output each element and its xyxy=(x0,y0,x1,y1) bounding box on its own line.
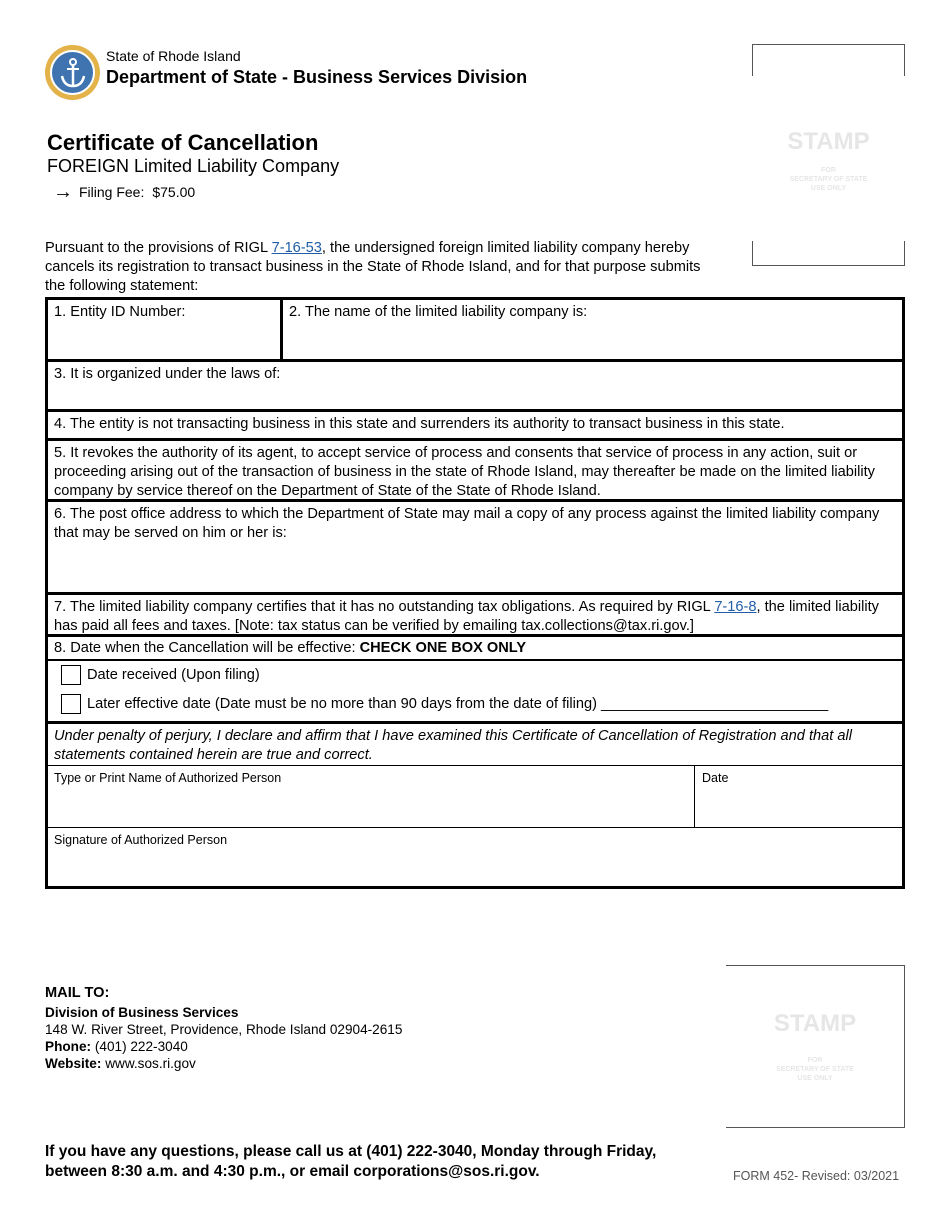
filing-fee-value: $75.00 xyxy=(152,184,196,200)
rigl-7-16-8-link[interactable]: 7-16-8 xyxy=(714,599,757,615)
stamp-watermark: STAMP xyxy=(773,1010,857,1037)
date-label: Date xyxy=(702,771,729,785)
stamp-note-line: FOR xyxy=(807,1057,823,1064)
cancellation-form xyxy=(45,297,905,889)
stamp-note-line: USE ONLY xyxy=(810,185,847,192)
street-address: 148 W. River Street, Providence, Rhode Island 02904-2615 xyxy=(45,1022,403,1037)
state-seal xyxy=(45,45,100,100)
row-name-date xyxy=(48,766,902,828)
effective-date-label: 8. Date when the Cancellation will be effective: CHECK ONE BOX ONLY xyxy=(54,640,527,656)
option-upon-filing xyxy=(61,665,260,685)
filing-fee-label: Filing Fee: xyxy=(79,184,145,200)
form-revision: FORM 452- Revised: 03/2021 xyxy=(733,1169,900,1183)
statement-5-text: 5. It revokes the authority of its agent, to accept service of process and consents that service of process in any action, suit or proceeding arising out of the transaction of business in the state of Rhode Island, may thereafter be made on the limited liability company by service thereof on the Department of State of the State of Rhode Island. xyxy=(54,445,875,499)
row-statement-5 xyxy=(48,441,902,502)
arrow-right-icon: → xyxy=(53,181,73,203)
anchor-icon xyxy=(58,57,88,89)
department-name: Department of State - Business Services Division xyxy=(106,67,528,87)
row-signature xyxy=(48,828,902,886)
later-date-checkbox[interactable] xyxy=(61,694,81,714)
stamp-note-line: FOR xyxy=(821,167,836,174)
page-subtitle: FOREIGN Limited Liability Company xyxy=(47,156,340,176)
signature-label: Signature of Authorized Person xyxy=(54,833,228,847)
row-post-office-address xyxy=(48,502,902,595)
row-tax-certification xyxy=(48,595,902,637)
print-name-label: Type or Print Name of Authorized Person xyxy=(54,771,282,785)
page-title: Certificate of Cancellation xyxy=(47,130,319,155)
mail-to-address xyxy=(45,1004,402,1072)
row-effective-date-header xyxy=(48,637,902,661)
row-effective-date-options xyxy=(48,661,902,724)
intro-paragraph: Pursuant to the provisions of RIGL 7-16-53, the undersigned foreign limited liability company hereby cancels its registration to transact business in the State of Rhode Island, and for that purpose submits the following statement: xyxy=(45,240,701,294)
row-entity-id-and-name xyxy=(48,300,902,362)
llc-name-label: 2. The name of the limited liability company is: xyxy=(289,304,588,320)
statement-4-text: 4. The entity is not transacting business in this state and surrenders its authority to transact business in this state. xyxy=(54,416,785,432)
stamp-area-top xyxy=(752,44,905,266)
row-statement-4 xyxy=(48,412,902,441)
upon-filing-label: Date received (Upon filing) xyxy=(87,666,260,683)
option-later-date xyxy=(61,694,828,714)
phone-line: Phone: (401) 222-3040 xyxy=(45,1039,188,1054)
stamp-area-bottom xyxy=(726,965,905,1128)
upon-filing-checkbox[interactable] xyxy=(61,665,81,685)
stamp-note-line: SECRETARY OF STATE xyxy=(776,1066,854,1073)
stamp-note-line: USE ONLY xyxy=(797,1075,833,1082)
organized-laws-label: 3. It is organized under the laws of: xyxy=(54,366,281,382)
stamp-note-line: SECRETARY OF STATE xyxy=(789,176,868,183)
perjury-statement: Under penalty of perjury, I declare and affirm that I have examined this Certificate of Cancellation of Registration and that all statements contained herein are true and correct. xyxy=(54,728,852,763)
filing-fee xyxy=(53,181,196,203)
entity-id-label: 1. Entity ID Number: xyxy=(54,304,186,320)
mail-to-title: MAIL TO: xyxy=(45,985,110,1001)
questions-note: If you have any questions, please call us at (401) 222-3040, Monday through Friday, between 8:30 a.m. and 4:30 p.m., or email corporations@sos.ri.gov. xyxy=(45,1143,657,1180)
post-office-address-label: 6. The post office address to which the Department of State may mail a copy of any process against the limited liability company that may be served on him or her is: xyxy=(54,506,880,541)
rigl-7-16-53-link[interactable]: 7-16-53 xyxy=(271,240,322,256)
website-line: Website: www.sos.ri.gov xyxy=(45,1056,196,1071)
row-perjury-statement xyxy=(48,724,902,766)
row-organized-laws xyxy=(48,362,902,412)
state-name: State of Rhode Island xyxy=(106,48,241,64)
tax-certification-text: 7. The limited liability company certifies that it has no outstanding tax obligations. As required by RIGL 7-16-8, the limited liability has paid all fees and taxes. [Note: tax status can be verified by emailing tax.collections@tax.ri.gov.] xyxy=(54,599,879,634)
later-date-label: Later effective date (Date must be no more than 90 days from the date of filing) ____________________________ xyxy=(87,695,829,712)
stamp-watermark: STAMP xyxy=(787,128,870,155)
division-name: Division of Business Services xyxy=(45,1005,239,1020)
